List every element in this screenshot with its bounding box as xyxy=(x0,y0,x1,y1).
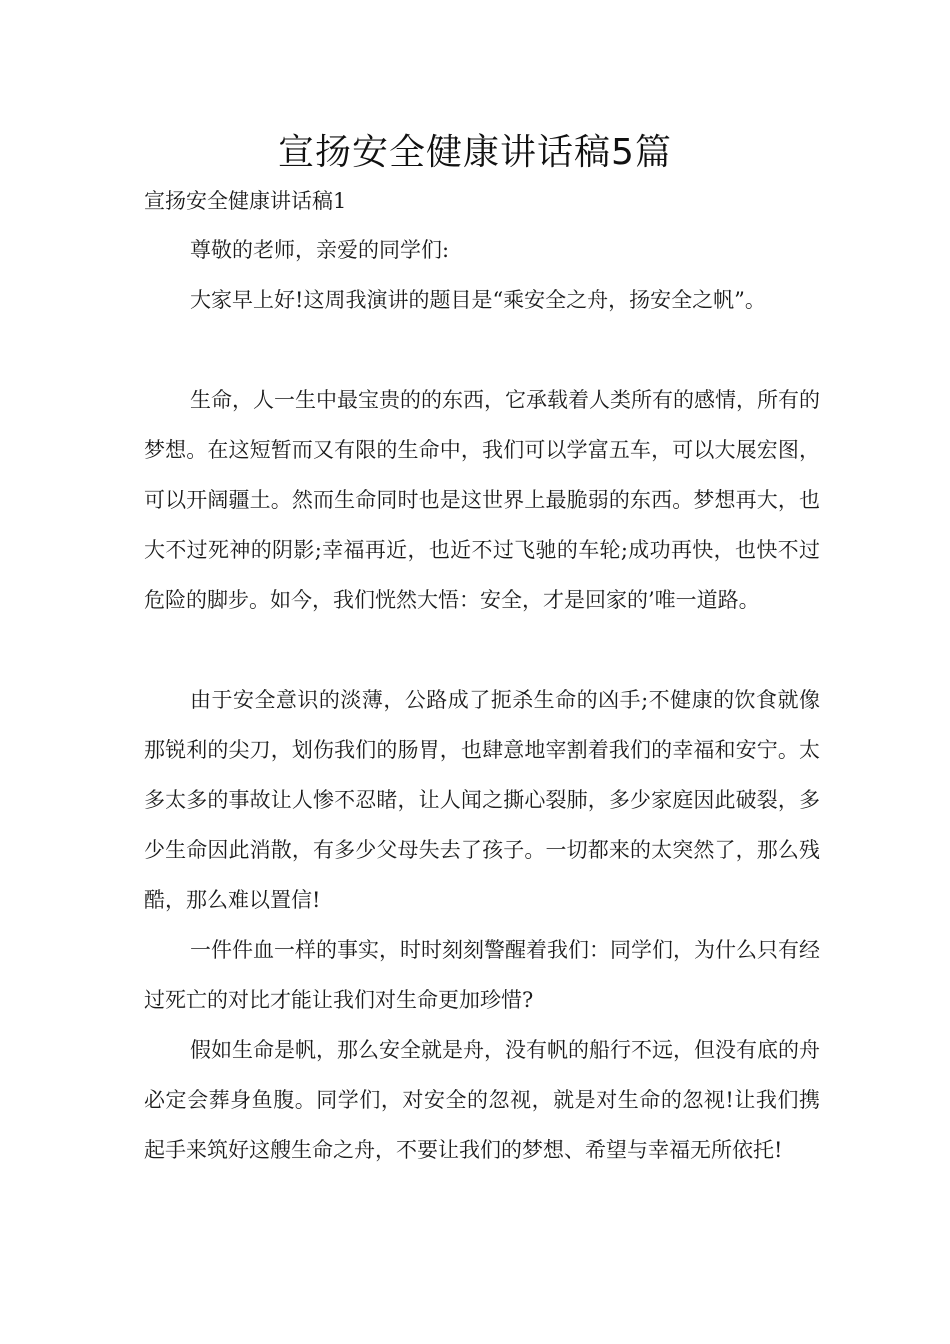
paragraph-warning: 一件件血一样的事实，时时刻刻警醒着我们：同学们，为什么只有经过死亡的对比才能让我们对生命更加珍惜? xyxy=(144,938,820,1012)
document-title: 宣扬安全健康讲话稿5篇 xyxy=(278,132,672,173)
paragraph-safety-awareness: 由于安全意识的淡薄，公路成了扼杀生命的凶手;不健康的饮食就像那锐利的尖刀，划伤我们的肠胃，也肆意地宰割着我们的幸福和安宁。太多太多的事故让人惨不忍睹，让人闻之撕心裂肺，多少家庭因此破裂，多少生命因此消散，有多少父母失去了孩子。一切都来的太突然了，那么残酷，那么难以置信! xyxy=(144,688,820,912)
paragraph-sail-and-boat: 假如生命是帆，那么安全就是舟，没有帆的船行不远，但没有底的舟必定会葬身鱼腹。同学们，对安全的忽视，就是对生命的忽视!让我们携起手来筑好这艘生命之舟，不要让我们的梦想、希望与幸福无所依托! xyxy=(144,1038,820,1162)
paragraph-life: 生命，人一生中最宝贵的的东西，它承载着人类所有的感情，所有的梦想。在这短暂而又有限的生命中，我们可以学富五车，可以大展宏图，可以开阔疆土。然而生命同时也是这世界上最脆弱的东西。梦想再大，也大不过死神的阴影;幸福再近，也近不过飞驰的车轮;成功再快，也快不过危险的脚步。如今，我们恍然大悟：安全，才是回家的’唯一道路。 xyxy=(144,388,820,612)
paragraph-greeting: 尊敬的老师，亲爱的同学们: xyxy=(190,238,450,262)
section-heading: 宣扬安全健康讲话稿1 xyxy=(144,189,347,213)
paragraph-intro: 大家早上好!这周我演讲的题目是“乘安全之舟，扬安全之帆”。 xyxy=(190,288,766,312)
